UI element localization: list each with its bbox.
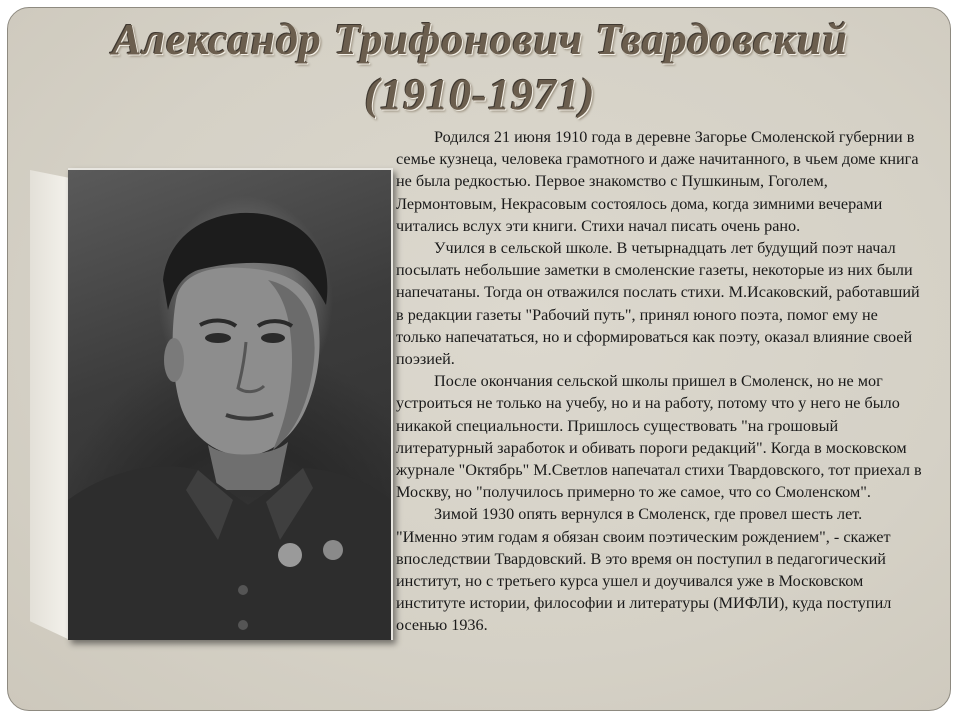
canvas-edge bbox=[30, 170, 70, 640]
portrait-frame bbox=[30, 160, 370, 640]
biography-paragraph-3: После окончания сельской школы пришел в Смоленск, но не мог устроиться не только на учебу, но и на работу, потому что у него не было никакой специальности. Пришлось существовать "на грошовый литературный заработок и обивать пороги редакций". Когда в московском журнале "Октябрь" М.Светлов напечатал стихи Твардовского, тот приехал в Москву, но "получилось примерно то же самое, что со Смоленском". bbox=[396, 372, 922, 502]
biography-text bbox=[396, 126, 926, 637]
portrait-photo bbox=[68, 168, 393, 640]
portrait-drawing bbox=[68, 170, 391, 640]
page-title: Александр Трифонович Твардовский bbox=[112, 15, 848, 64]
biography-paragraph-4: Зимой 1930 опять вернулся в Смоленск, где провел шесть лет. "Именно этим годам я обязан своим поэтическим рождением", - скажет впоследствии Твардовский. В это время он поступил в педагогический институт, но с третьего курса ушел и доучивался уже в Московском институте истории, философии и литературы (МИФЛИ), куда поступил осенью 1936. bbox=[396, 505, 892, 635]
biography-paragraph-1: Родился 21 июня 1910 года в деревне Загорье Смоленской губернии в семье кузнеца, человека грамотного и даже начитанного, в чьем доме книга не была редкостью. Первое знакомство с Пушкиным, Гоголем, Лермонтовым, Некрасовым состоялось дома, когда зимними вечерами читались вслух эти книги. Стихи начал писать очень рано. bbox=[396, 128, 919, 235]
life-years: (1910-1971) bbox=[364, 70, 596, 119]
biography-paragraph-2: Учился в сельской школе. В четырнадцать лет будущий поэт начал посылать небольшие заметки в смоленские газеты, некоторые из них были напечатаны. Тогда он отважился послать стихи. М.Исаковский, работавший в редакции газеты "Рабочий путь", принял юного поэта, помог ему не только напечататься, но и сформироваться как поэту, оказал влияние своей поэзией. bbox=[396, 239, 920, 369]
